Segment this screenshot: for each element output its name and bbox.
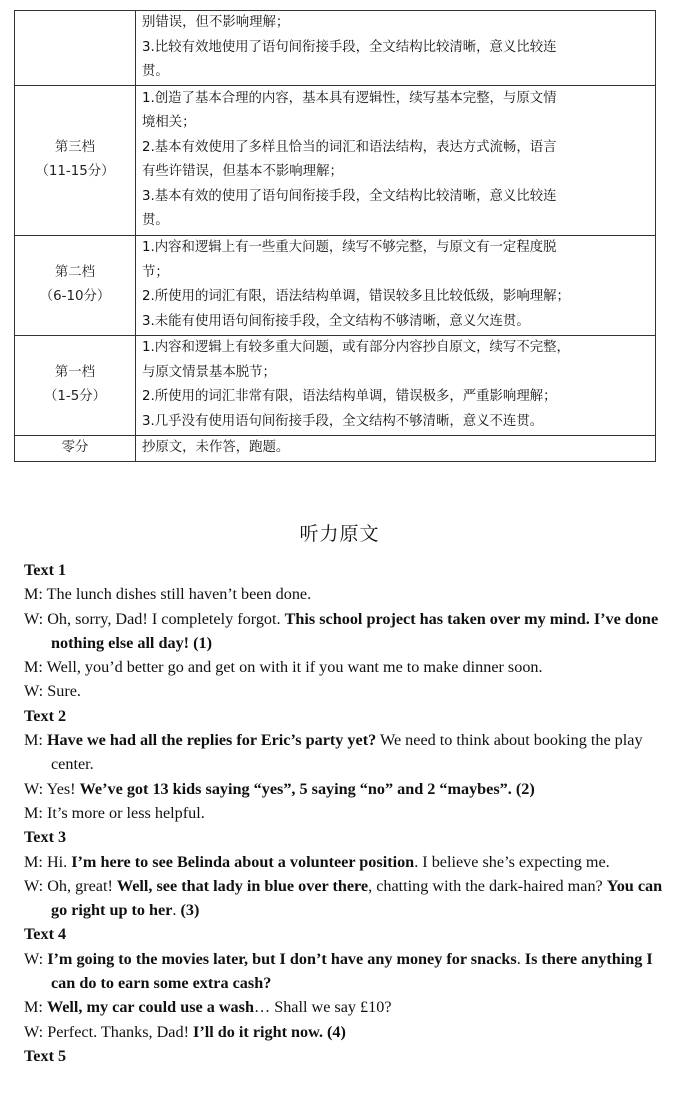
dialogue-turn [24,655,672,679]
key-sentence: This school project has taken over my mind. I’ve done nothing else all day! (1) [51,609,659,652]
dialogue-text: . I believe she’s expecting me. [414,852,610,871]
dialogue-text: Sure. [47,682,81,701]
speaker-label: W: [24,876,48,895]
key-sentence: We’ve got 13 kids saying “yes”, 5 saying “no” and 2 “maybes”. (2) [79,779,535,798]
speaker-label: M: [24,658,47,677]
dialogue-turn [24,995,672,1019]
dialogue-text: Oh, great! [47,876,117,895]
dialogue-turn [24,874,672,923]
key-sentence: I’ll do it right now. (4) [193,1022,346,1041]
rubric-criteria-line: 3.几乎没有使用语句间衔接手段，全文结构不够清晰，意义不连贯。 [142,413,544,429]
dialogue-text: . [516,949,525,968]
text-heading: Text 1 [24,561,67,579]
dialogue-turn [24,679,672,703]
key-sentence: (3) [180,901,200,920]
dialogue-text: , chatting with the dark-haired man? [368,876,607,895]
text-heading: Text 4 [24,925,67,944]
rubric-criteria-line: 3.比较有效地使用了语句间衔接手段，全文结构比较清晰，意义比较连 [142,39,557,55]
rubric-criteria-cell [136,11,656,86]
scoring-rubric-table [14,10,656,462]
key-sentence: You can go right up to her [51,876,663,920]
rubric-criteria-line: 别错误，但不影响理解； [142,15,290,30]
rubric-level-label: 零分 [61,439,89,455]
rubric-criteria-cell [136,435,656,461]
speaker-label: M: [24,852,47,871]
rubric-criteria-line: 与原文情景基本脱节； [142,364,276,380]
dialogue-turn [24,607,672,656]
rubric-criteria-line: 3.基本有效的使用了语句间衔接手段，全文结构比较清晰，意义比较连 [142,188,557,204]
rubric-row [15,11,656,86]
listening-transcript [24,558,672,1068]
rubric-criteria-line: 1.创造了基本合理的内容，基本具有逻辑性，续写基本完整，与原文情 [142,90,557,106]
rubric-criteria-line: 有些许错误，但基本不影响理解； [142,164,343,179]
rubric-criteria-line: 境相关； [142,115,196,130]
rubric-criteria-line: 节； [142,264,169,280]
rubric-criteria-line: 贯。 [142,64,169,79]
dialogue-text: It’s more or less helpful. [46,803,205,822]
speaker-label: W: [24,1022,48,1041]
dialogue-turn [24,1020,672,1044]
rubric-level-label: （1-5分） [43,389,107,404]
rubric-level-cell [15,335,136,435]
rubric-row [15,85,656,235]
rubric-level-label: （11-15分） [35,164,115,179]
key-sentence: Well, see that lady in blue over there [116,876,369,895]
rubric-level-cell [15,435,136,461]
dialogue-text: The lunch dishes still haven’t been done. [46,585,312,604]
dialogue-text: Well, you’d better go and get on with it if you want me to make dinner soon. [46,658,543,677]
dialogue-turn [24,728,672,777]
section-title: 听力原文 [299,523,380,545]
key-sentence: Is there anything I can do to earn some extra cash? [51,949,653,993]
rubric-criteria-line: 贯。 [142,213,169,228]
text-heading: Text 2 [24,706,67,725]
rubric-level-label: 第二档 [54,264,96,280]
rubric-criteria-cell [136,85,656,235]
rubric-criteria-cell [136,235,656,335]
dialogue-turn [24,777,672,801]
dialogue-text: . [172,901,181,920]
key-sentence: Well, my car could use a wash [46,998,254,1017]
dialogue-turn [24,582,672,606]
speaker-label: M: [24,731,47,750]
dialogue-text: Perfect. Thanks, Dad! [47,1022,194,1041]
speaker-label: W: [24,609,48,628]
rubric-level-cell [15,11,136,86]
speaker-label: W: [24,779,47,798]
dialogue-text: We need to think about booking the play center. [51,731,643,774]
speaker-label: W: [24,949,48,968]
speaker-label: M: [24,585,47,604]
dialogue-text: … Shall we say £10? [253,998,392,1017]
dialogue-turn [24,947,672,996]
rubric-criteria-line: 1.内容和逻辑上有一些重大问题，续写不够完整，与原文有一定程度脱 [142,240,557,255]
speaker-label: M: [24,803,47,822]
rubric-criteria-line: 2.所使用的词汇非常有限，语法结构单调，错误极多，严重影响理解； [142,389,557,404]
dialogue-turn [24,801,672,825]
dialogue-text: Oh, sorry, Dad! I completely forgot. [47,609,285,628]
key-sentence: I’m going to the movies later, but I don’t have any money for snacks [47,949,517,968]
key-sentence: Have we had all the replies for Eric’s party yet? [46,731,377,750]
rubric-body [15,11,656,462]
dialogue-turn [24,850,672,874]
text-heading: Text 5 [24,1046,67,1065]
rubric-row [15,435,656,461]
rubric-level-cell [15,85,136,235]
rubric-row [15,335,656,435]
rubric-row [15,235,656,335]
rubric-criteria-line: 3.未能有使用语句间衔接手段，全文结构不够清晰，意义欠连贯。 [142,313,530,329]
rubric-criteria-line: 2.基本有效使用了多样且恰当的词汇和语法结构，表达方式流畅，语言 [142,139,557,155]
rubric-level-label: （6-10分） [39,289,111,304]
rubric-criteria-line: 1.内容和逻辑上有较多重大问题，或有部分内容抄自原文，续写不完整， [142,340,570,355]
rubric-level-cell [15,235,136,335]
key-sentence: I’m here to see Belinda about a volunteer position [71,852,415,871]
speaker-label: M: [24,998,47,1017]
rubric-criteria-line: 2.所使用的词汇有限，语法结构单调，错误较多且比较低级，影响理解； [142,289,570,304]
rubric-criteria-line: 抄原文，未作答，跑题。 [142,439,290,455]
rubric-level-label: 第三档 [54,139,96,155]
speaker-label: W: [24,682,48,701]
dialogue-text: Hi. [46,852,72,871]
dialogue-text: Yes! [46,779,80,798]
rubric-criteria-cell [136,335,656,435]
text-heading: Text 3 [24,828,67,847]
rubric-level-label: 第一档 [54,364,96,380]
